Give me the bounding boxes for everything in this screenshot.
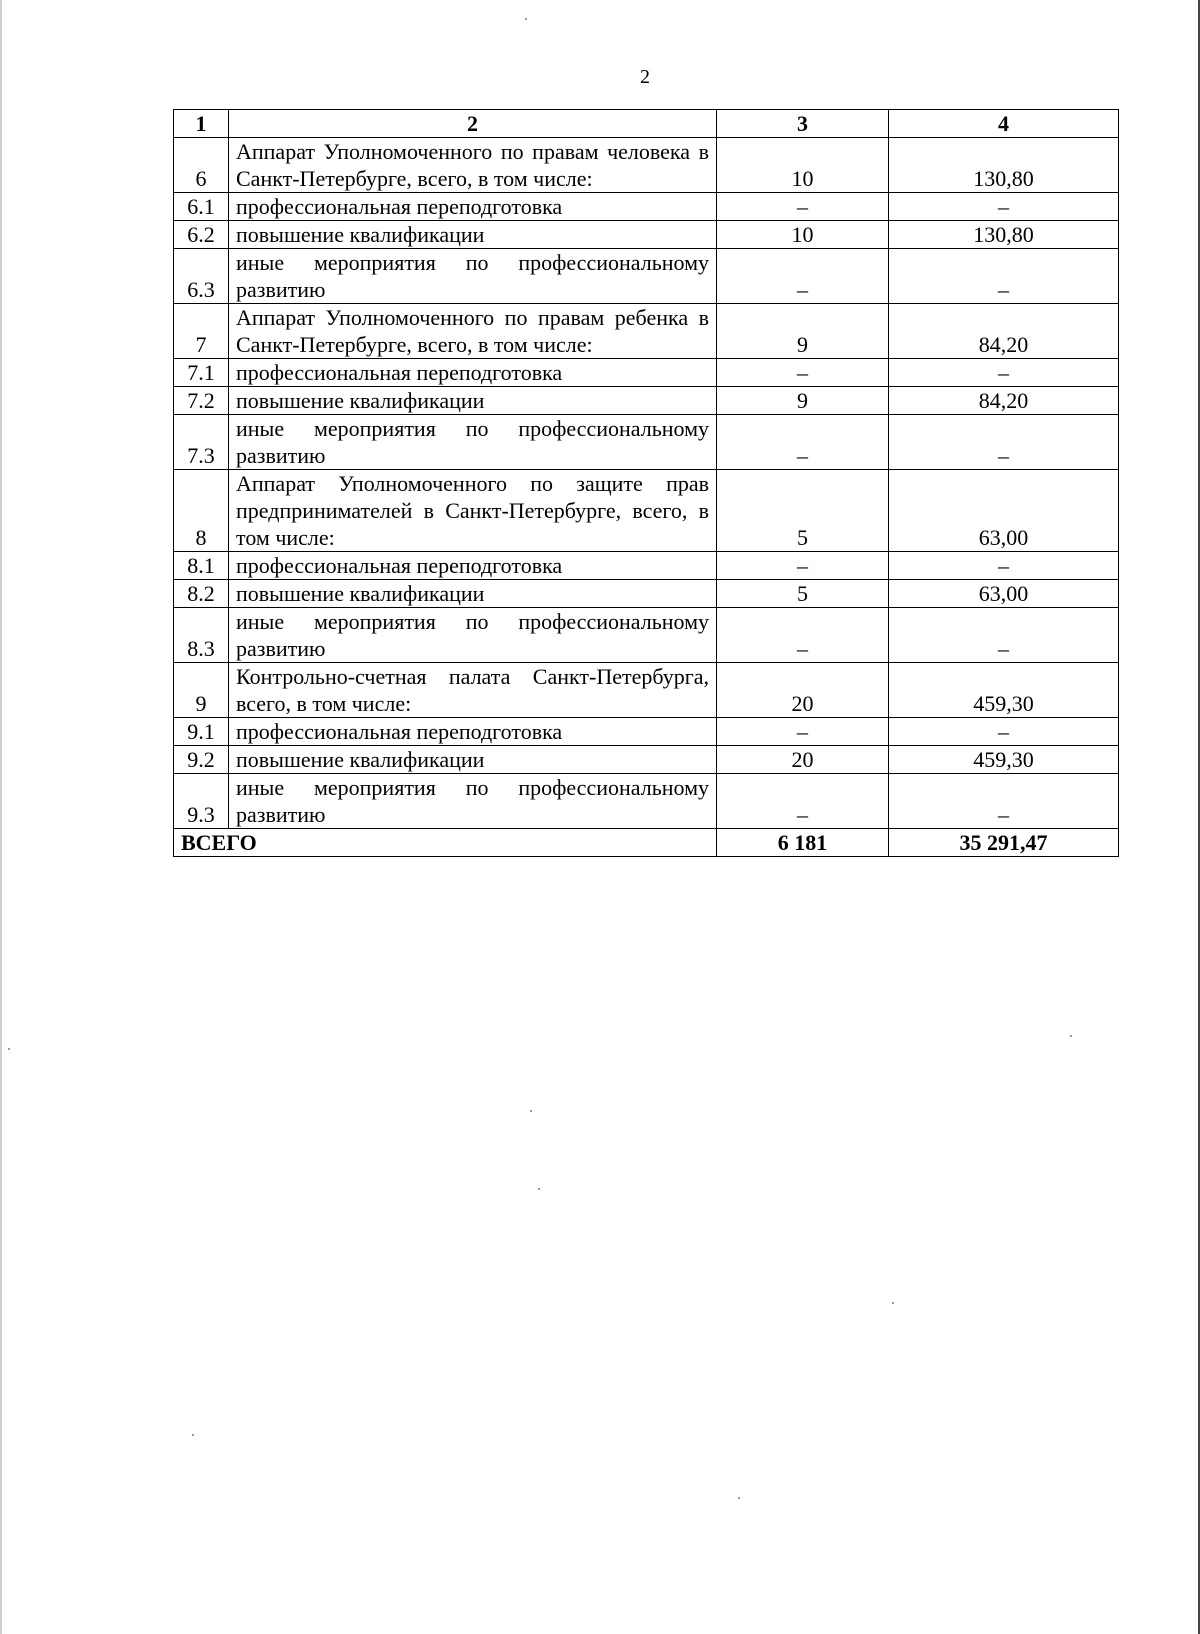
table-row (174, 415, 1119, 470)
row-number: 9.1 (174, 718, 229, 746)
row-description: Аппарат Уполномоченного по правам человека в Санкт-Петербурге, всего, в том числе: (229, 138, 717, 193)
table-row (174, 193, 1119, 221)
row-description: повышение квалификации (229, 387, 717, 415)
row-amount: 63,00 (889, 470, 1119, 552)
table-row (174, 552, 1119, 580)
scan-speck (538, 1188, 540, 1190)
row-amount: 84,20 (889, 304, 1119, 359)
table-row (174, 387, 1119, 415)
table-row (174, 359, 1119, 387)
row-description: иные мероприятия по профессиональному развитию (229, 608, 717, 663)
scan-speck (1070, 1035, 1072, 1037)
header-cell-3: 3 (717, 110, 889, 138)
row-count: – (717, 359, 889, 387)
scan-speck (738, 1497, 740, 1499)
row-description: Контрольно-счетная палата Санкт-Петербурга, всего, в том числе: (229, 663, 717, 718)
scan-speck (892, 1302, 894, 1304)
row-number: 8.1 (174, 552, 229, 580)
row-count: 10 (717, 138, 889, 193)
header-cell-1: 1 (174, 110, 229, 138)
scan-speck (8, 1048, 10, 1050)
table-header-row (174, 110, 1119, 138)
row-description: профессиональная переподготовка (229, 552, 717, 580)
row-count: 9 (717, 387, 889, 415)
row-description: профессиональная переподготовка (229, 193, 717, 221)
table-row (174, 221, 1119, 249)
table-row (174, 746, 1119, 774)
row-count: – (717, 249, 889, 304)
row-number: 6.2 (174, 221, 229, 249)
row-description: Аппарат Уполномоченного по защите прав предпринимателей в Санкт-Петербурге, всего, в том числе: (229, 470, 717, 552)
page-number: 2 (640, 66, 650, 88)
row-count: – (717, 415, 889, 470)
row-count: 20 (717, 663, 889, 718)
row-number: 6.1 (174, 193, 229, 221)
row-amount: – (889, 249, 1119, 304)
table-row (174, 663, 1119, 718)
total-row (174, 829, 1119, 857)
row-description: иные мероприятия по профессиональному развитию (229, 774, 717, 829)
row-number: 9 (174, 663, 229, 718)
table-row (174, 304, 1119, 359)
row-count: 20 (717, 746, 889, 774)
row-number: 7 (174, 304, 229, 359)
total-amount: 35 291,47 (889, 829, 1119, 857)
header-cell-2: 2 (229, 110, 717, 138)
row-number: 8.3 (174, 608, 229, 663)
table-row (174, 249, 1119, 304)
row-count: 9 (717, 304, 889, 359)
row-number: 7.3 (174, 415, 229, 470)
row-number: 9.2 (174, 746, 229, 774)
table-row (174, 718, 1119, 746)
row-amount: 63,00 (889, 580, 1119, 608)
row-description: иные мероприятия по профессиональному развитию (229, 415, 717, 470)
scan-speck (530, 1110, 532, 1112)
total-count: 6 181 (717, 829, 889, 857)
row-amount: – (889, 608, 1119, 663)
row-count: – (717, 608, 889, 663)
row-description: повышение квалификации (229, 746, 717, 774)
training-expenses-table (173, 109, 1119, 857)
row-description: профессиональная переподготовка (229, 718, 717, 746)
row-count: 10 (717, 221, 889, 249)
table-row (174, 138, 1119, 193)
row-amount: 130,80 (889, 138, 1119, 193)
row-number: 8 (174, 470, 229, 552)
row-number: 9.3 (174, 774, 229, 829)
table-row (174, 774, 1119, 829)
scan-edge-left (0, 0, 2, 1634)
row-count: – (717, 552, 889, 580)
row-count: 5 (717, 580, 889, 608)
scan-speck (525, 18, 527, 20)
row-count: – (717, 774, 889, 829)
scan-speck (192, 1434, 194, 1436)
row-amount: 130,80 (889, 221, 1119, 249)
row-description: повышение квалификации (229, 580, 717, 608)
table-row (174, 608, 1119, 663)
row-count: – (717, 718, 889, 746)
row-amount: – (889, 718, 1119, 746)
header-cell-4: 4 (889, 110, 1119, 138)
row-amount: 459,30 (889, 746, 1119, 774)
row-description: повышение квалификации (229, 221, 717, 249)
row-amount: 459,30 (889, 663, 1119, 718)
table-row (174, 580, 1119, 608)
total-label: ВСЕГО (174, 829, 717, 857)
row-description: профессиональная переподготовка (229, 359, 717, 387)
row-description: иные мероприятия по профессиональному развитию (229, 249, 717, 304)
row-amount: – (889, 774, 1119, 829)
row-number: 7.1 (174, 359, 229, 387)
table-row (174, 470, 1119, 552)
row-amount: – (889, 359, 1119, 387)
row-amount: 84,20 (889, 387, 1119, 415)
row-count: – (717, 193, 889, 221)
row-description: Аппарат Уполномоченного по правам ребенка в Санкт-Петербурге, всего, в том числе: (229, 304, 717, 359)
row-number: 6.3 (174, 249, 229, 304)
row-amount: – (889, 552, 1119, 580)
row-number: 6 (174, 138, 229, 193)
row-number: 8.2 (174, 580, 229, 608)
row-amount: – (889, 415, 1119, 470)
row-amount: – (889, 193, 1119, 221)
row-number: 7.2 (174, 387, 229, 415)
row-count: 5 (717, 470, 889, 552)
